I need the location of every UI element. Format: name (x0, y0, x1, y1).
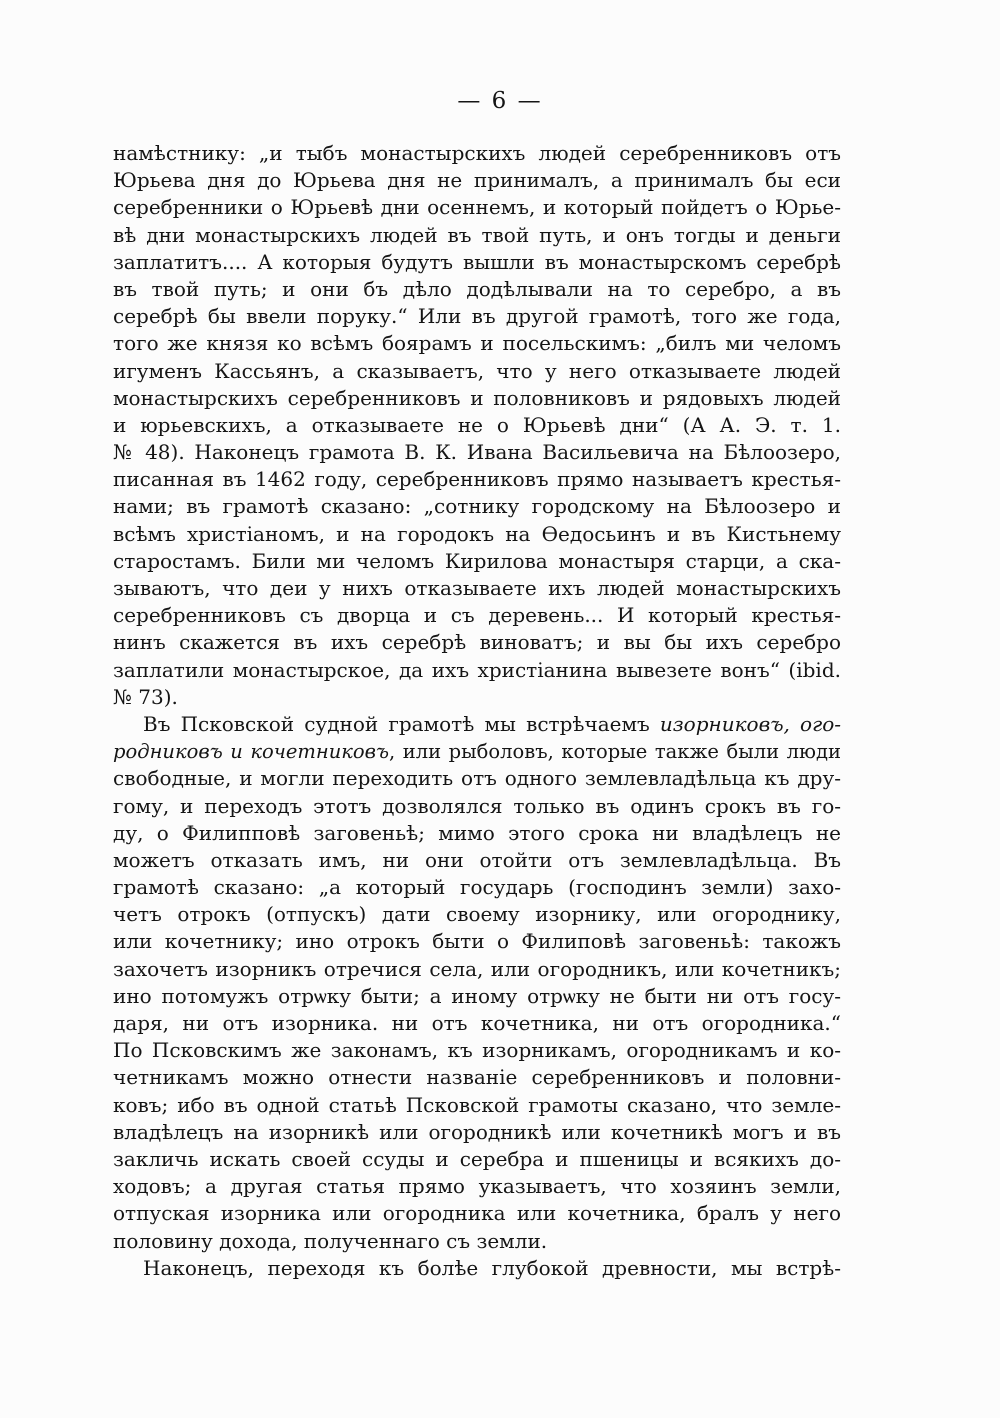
text-line: ковъ; ибо въ одной статьѣ Псковской грамоты сказано, что земле- (113, 1092, 841, 1117)
text-line: можетъ отказать имъ, ни они отойти отъ землевладѣльца. Въ (113, 847, 841, 872)
text-line: По Псковскимъ же законамъ, къ изорникамъ, огородникамъ и ко- (113, 1038, 841, 1063)
text-line: или кочетнику; ино отрокъ быти о Филиповѣ заговеньѣ: такожъ (113, 929, 841, 954)
italic-term: родниковъ и кочетниковъ (113, 740, 389, 764)
text-line: отпуская изорника или огородника или кочетника, бралъ у него (113, 1201, 841, 1226)
paragraph-start-line: Наконецъ, переходя къ болѣе глубокой древности, мы встрѣ- (143, 1255, 841, 1280)
text-line: всѣмъ христіаномъ, и на городокъ на Ѳедосьинъ и въ Кистьнему (113, 521, 841, 546)
text-line: свободные, и могли переходить отъ одного землевладѣльца къ дру- (113, 766, 841, 791)
text-line (113, 738, 841, 765)
text-line: заплатили монастырское, да ихъ христіанина вывезете вонъ“ (ibid. (113, 657, 841, 682)
text-line: даря, ни отъ изорника. ни отъ кочетника, ни отъ огородника.“ (113, 1011, 841, 1035)
text-line: писанная въ 1462 году, серебренниковъ прямо называетъ крестья- (113, 467, 841, 492)
body-text (113, 140, 841, 1282)
text-line: ходовъ; а другая статья прямо указываетъ, что хозяинъ земли, (113, 1174, 841, 1199)
page-number: — 6 — (457, 88, 543, 114)
text-line: ду, о Филипповѣ заговеньѣ; мимо этого срока ни владѣлецъ не (113, 820, 841, 845)
text-line: нинъ скажется въ ихъ серебрѣ виноватъ; и вы бы ихъ серебро (113, 630, 841, 655)
text-segment: Въ Псковской судной грамотѣ мы встрѣчаемъ (143, 711, 660, 736)
paragraph-end-line: № 73). (113, 684, 178, 709)
text-line: четникамъ можно отнести названіе серебренниковъ и половни- (113, 1065, 841, 1090)
text-segment: , или рыболовъ, которые также были люди (389, 740, 841, 764)
text-line: намѣстнику: „и тыбъ монастырскихъ людей серебренниковъ отъ (113, 141, 841, 165)
paragraph-start-line (113, 711, 841, 738)
text-line: того же князя ко всѣмъ боярамъ и посельскимъ: „билъ ми челомъ (113, 331, 841, 356)
text-line: старостамъ. Били ми челомъ Кирилова монастыря старци, а ска- (113, 548, 841, 573)
text-line: нами; въ грамотѣ сказано: „сотнику городскому на Бѣлоозеро и (113, 494, 841, 519)
text-line: четъ отрокъ (отпускъ) дати своему изорнику, или огороднику, (113, 902, 841, 927)
text-line: Юрьева дня до Юрьева дня не принималъ, а принималъ бы еси (113, 168, 841, 193)
text-line: владѣлецъ на изорникѣ или огородникѣ или кочетникѣ могъ и въ (113, 1119, 841, 1144)
text-line: въ твой путь; и они бъ дѣло додѣлывали на то серебро, а въ (113, 276, 841, 301)
text-line: серебренники о Юрьевѣ дни осеннемъ, и который пойдетъ о Юрье- (113, 195, 841, 220)
text-line: ино потомужъ отрѡку быти; а иному отрѡку не быти ни отъ госу- (113, 983, 841, 1008)
text-line: гому, и переходъ этотъ дозволялся только въ одинъ срокъ въ го- (113, 793, 841, 818)
text-line: вѣ дни монастырскихъ людей въ твой путь, и онъ тогды и деньги (113, 222, 841, 247)
text-line: монастырскихъ серебренниковъ и половниковъ и рядовыхъ людей (113, 385, 841, 410)
text-line: № 48). Наконецъ грамота В. К. Ивана Васильевича на Бѣлоозеро, (113, 440, 841, 465)
text-line: зываютъ, что деи у нихъ отказываете ихъ людей монастырскихъ (113, 576, 841, 600)
paragraph-end-line: половину дохода, полученнаго съ земли. (113, 1228, 548, 1253)
italic-term: изорниковъ, ого- (659, 711, 841, 736)
text-line: грамотѣ сказано: „а который государь (господинъ земли) захо- (113, 875, 841, 900)
text-line: серебрѣ бы ввели поруку.“ Или въ другой грамотѣ, того же года, (113, 304, 841, 329)
text-line: игуменъ Кассьянъ, а сказываетъ, что у него отказываете людей (113, 358, 841, 383)
text-line: и юрьевскихъ, а отказываете не о Юрьевѣ дни“ (А А. Э. т. 1. (113, 412, 841, 437)
text-line: закличь искать своей ссуды и серебра и пшеницы и всякихъ до- (113, 1146, 841, 1171)
text-line: серебренниковъ съ дворца и съ деревень... И который крестья- (113, 603, 841, 628)
text-line: заплатитъ.... А которыя будутъ вышли въ монастырскомъ серебрѣ (113, 249, 841, 274)
text-line: захочетъ изорникъ отречися села, или огородникъ, или кочетникъ; (113, 956, 841, 981)
